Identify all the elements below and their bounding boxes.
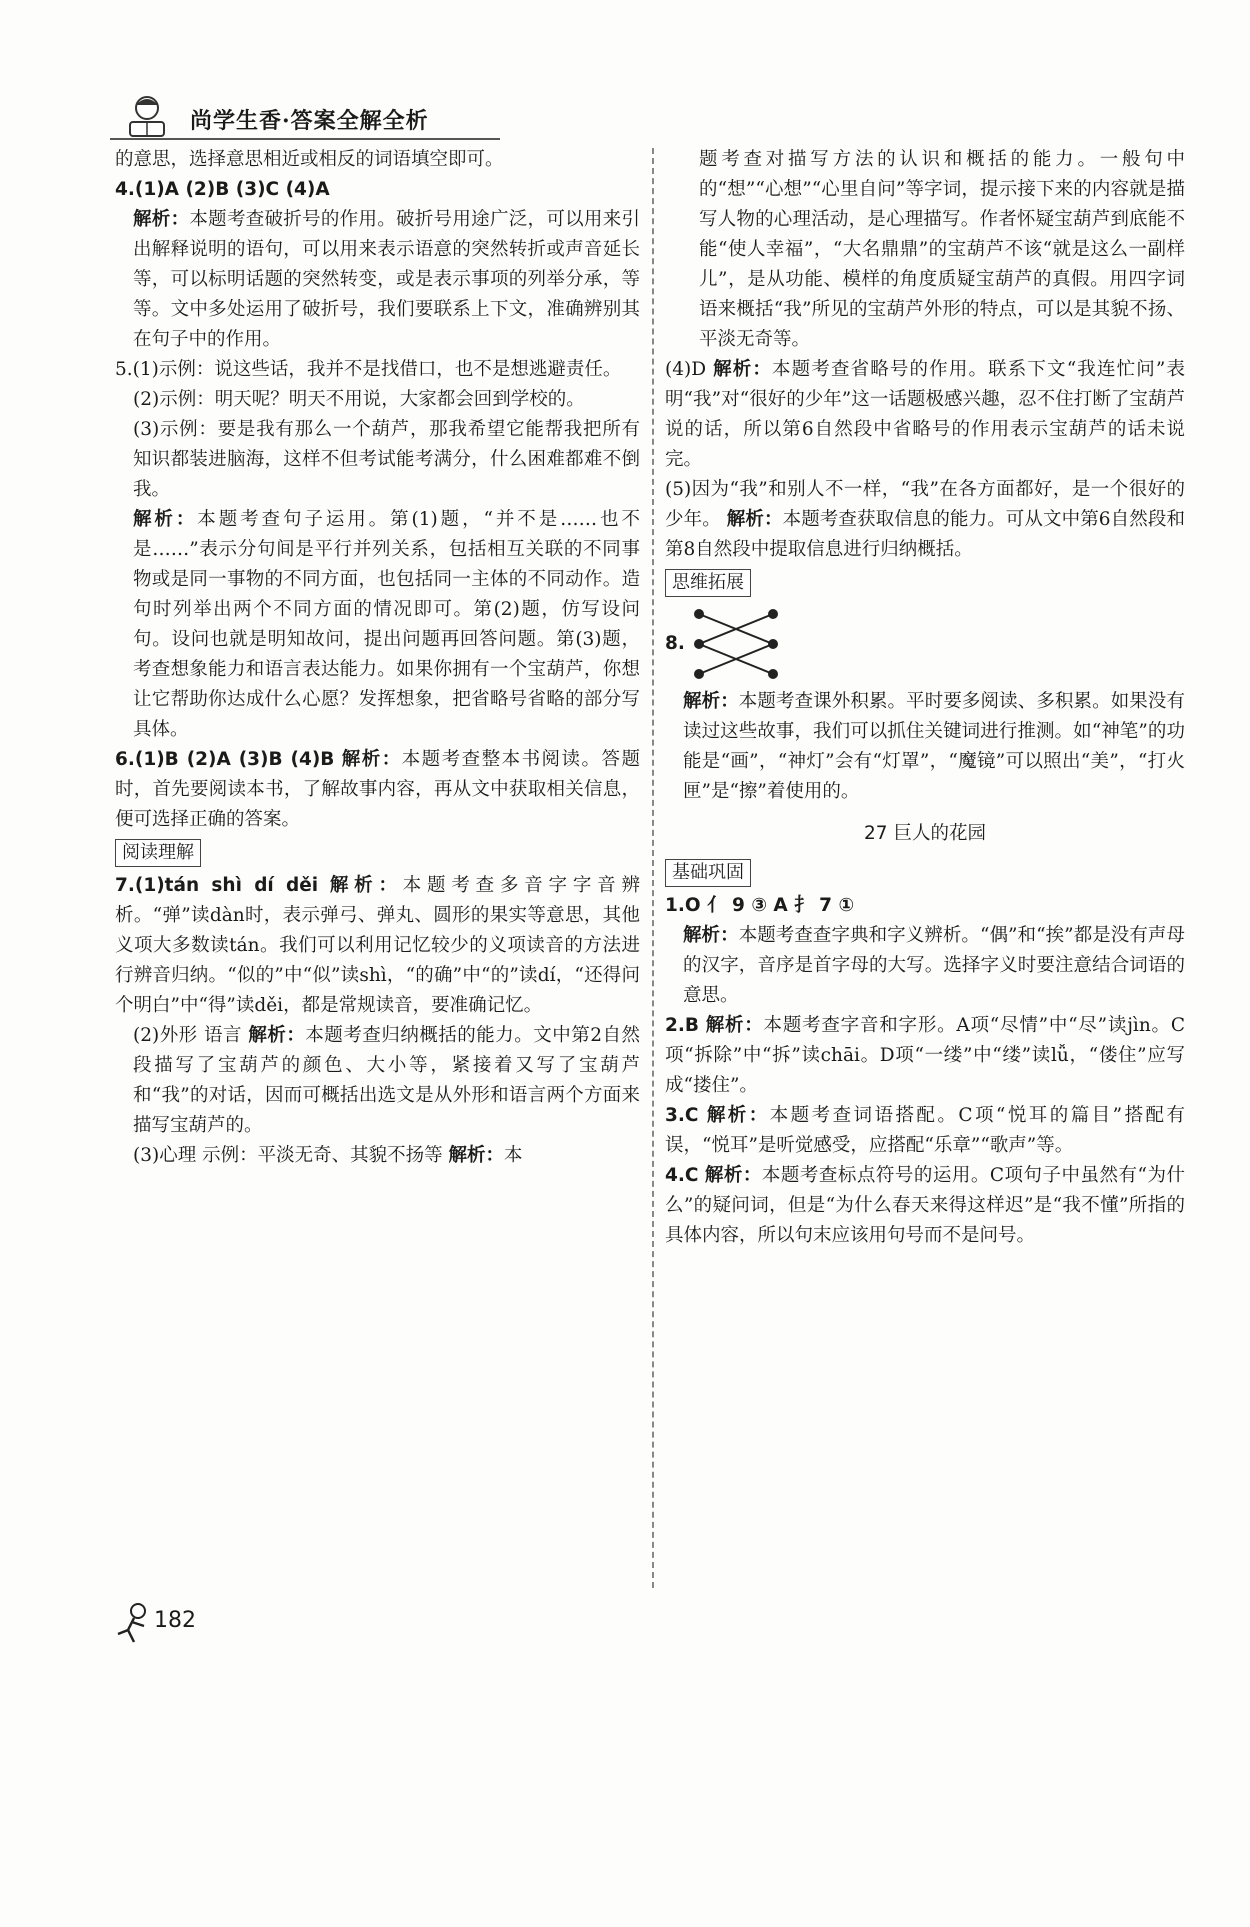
q7-5-answer: (5)因为“我”和别人不一样，“我”在各方面都好，是一个很好的少年。 解析：本题考查获取信息的能力。可从文中第6自然段和第8自然段中提取信息进行归纳概括。 — [665, 479, 1185, 560]
q5-analysis: 解析：本题考查句子运用。第(1)题，“并不是……也不是……”表示分句间是平行并列关系，包括相互关联的不同事物或是同一事物的不同方面，也包括同一主体的不同动作。造句时列举出两个不同方面的情况即可。第(2)题，仿写设问句。设问也就是明知故问，提出问题再回答问题。第(3)题，考查想象能力和语言表达能力。如果你拥有一个宝葫芦，你想让它帮助你达成什么心愿？发挥想象，把省略号省略的部分写具体。 — [133, 509, 640, 740]
page-number: 182 — [154, 1608, 196, 1633]
column-divider — [652, 148, 654, 1588]
b2-answer: 2.B 解析：本题考查字音和字形。A项“尽情”中“尽”读jìn。C项“拆除”中“拆”读chāi。D项“一缕”中“缕”读lǚ，“偻住”应写成“搂住”。 — [665, 1015, 1185, 1096]
analysis-label: 解析： — [683, 925, 739, 946]
q5-1-answer: 5.(1)示例：说这些话，我并不是找借口，也不是想逃避责任。 — [115, 359, 622, 380]
section-tag-reading: 阅读理解 — [115, 839, 201, 867]
q7-4-answer: (4)D 解析：本题考查省略号的作用。联系下文“我连忙问”表明“我”对“很好的少年”这一话题极感兴趣，忍不住打断了宝葫芦说的话，所以第6自然段中省略号的作用表示宝葫芦的话未说完。 — [665, 359, 1185, 470]
q4-analysis: 解析：本题考查破折号的作用。破折号用途广泛，可以用来引出解释说明的语句，可以用来表示语意的突然转折或声音延长等，可以标明话题的突然转变，或是表示事项的列举分承，等等。文中多处运用了破折号，我们要联系上下文，准确辨别其在句子中的作用。 — [133, 209, 640, 350]
q8-number: 8. — [665, 633, 685, 654]
b1-answer: 1.O 亻 9 ③ A 扌 7 ① — [665, 895, 855, 916]
analysis-label: 解析： — [704, 1165, 762, 1186]
q7-3-answer: (3)心理 示例：平淡无奇、其貌不扬等 解析：本 — [133, 1145, 523, 1166]
analysis-label: 解析： — [133, 209, 190, 230]
q7-2-answer: (2)外形 语言 解析：本题考查归纳概括的能力。文中第2自然段描写了宝葫芦的颜色、大小等，紧接着又写了宝葫芦和“我”的对话，因而可概括出选文是从外形和语言两个方面来描写宝葫芦的。 — [133, 1025, 640, 1136]
analysis-label: 解析： — [706, 1105, 770, 1126]
q6-answer: 6.(1)B (2)A (3)B (4)B 解析：本题考查整本书阅读。答题时，首先要阅读本书，了解故事内容，再从文中获取相关信息，便可选择正确的答案。 — [115, 749, 640, 830]
right-column — [665, 145, 1185, 1251]
page-footer — [112, 1600, 212, 1650]
section-tag-basic: 基础巩固 — [665, 859, 751, 887]
q4-answer: 4.(1)A (2)B (3)C (4)A — [115, 179, 330, 200]
analysis-label: 解析： — [726, 509, 783, 530]
analysis-label: 解析： — [448, 1145, 504, 1166]
header-title: 尚学生香·答案全解全析 — [190, 108, 429, 134]
b3-answer: 3.C 解析：本题考查词语搭配。C项“悦耳的篇目”搭配有误，“悦耳”是听觉感受，应搭配“乐章”“歌声”等。 — [665, 1105, 1185, 1156]
analysis-label: 解析： — [248, 1025, 306, 1046]
left-column — [115, 145, 640, 1171]
q7-1-answer: 7.(1)tán shì dí děi 解析：本题考查多音字字音辨析。“弹”读dàn时，表示弹弓、弹丸、圆形的果实等意思，其他义项大多数读tán。我们可以利用记忆较少的义项读音的方法进行辨音归纳。“似的”中“似”读shì，“的确”中“的”读dí，“还得问个明白”中“得”读děi，都是常规读音，要准确记忆。 — [115, 875, 640, 1016]
q5-2-answer: (2)示例：明天呢？明天不用说，大家都会回到学校的。 — [133, 389, 585, 410]
running-boy-icon — [112, 1600, 156, 1644]
analysis-label: 解析： — [683, 691, 739, 712]
b1-analysis: 解析：本题考查查字典和字义辨析。“偶”和“挨”都是没有声母的汉字，音序是首字母的大写。选择字义时要注意结合词语的意思。 — [683, 925, 1185, 1006]
matching-lines-diagram — [691, 604, 781, 684]
q8-matching — [665, 601, 1185, 687]
section-tag-thinking: 思维拓展 — [665, 569, 751, 597]
student-mascot-icon — [122, 92, 172, 140]
analysis-label: 解析： — [713, 359, 773, 380]
analysis-label: 解析： — [341, 749, 402, 770]
analysis-label: 解析： — [133, 509, 198, 530]
q7-3-analysis-cont: 题考查对描写方法的认识和概括的能力。一般句中的“想”“心想”“心里自问”等字词，提示接下来的内容就是描写人物的心理活动，是心理描写。作者怀疑宝葫芦到底能不能“使人幸福”，“大名鼎鼎”的宝葫芦不该“就是这么一副样儿”，是从功能、模样的角度质疑宝葫芦的真假。用四字词语来概括“我”所见的宝葫芦外形的特点，可以是其貌不扬、平淡无奇等。 — [699, 149, 1185, 350]
analysis-label: 解析： — [329, 875, 403, 896]
analysis-label: 解析： — [705, 1015, 764, 1036]
continued-text: 的意思，选择意思相近或相反的词语填空即可。 — [115, 149, 504, 170]
q8-analysis: 解析：本题考查课外积累。平时要多阅读、多积累。如果没有读过这些故事，我们可以抓住关键词进行推测。如“神笔”的功能是“画”，“神灯”会有“灯罩”，“魔镜”可以照出“美”，“打火匣”是“擦”着使用的。 — [683, 691, 1185, 802]
b4-answer: 4.C 解析：本题考查标点符号的运用。C项句子中虽然有“为什么”的疑问词，但是“为什么春天来得这样迟”是“我不懂”所指的具体内容，所以句末应该用句号而不是问号。 — [665, 1165, 1185, 1246]
header-rule — [110, 138, 500, 140]
page-header — [110, 92, 500, 142]
lesson-title: 27 巨人的花园 — [864, 823, 986, 844]
q5-3-answer: (3)示例：要是我有那么一个葫芦，那我希望它能帮我把所有知识都装进脑海，这样不但考试能考满分，什么困难都难不倒我。 — [133, 419, 640, 500]
